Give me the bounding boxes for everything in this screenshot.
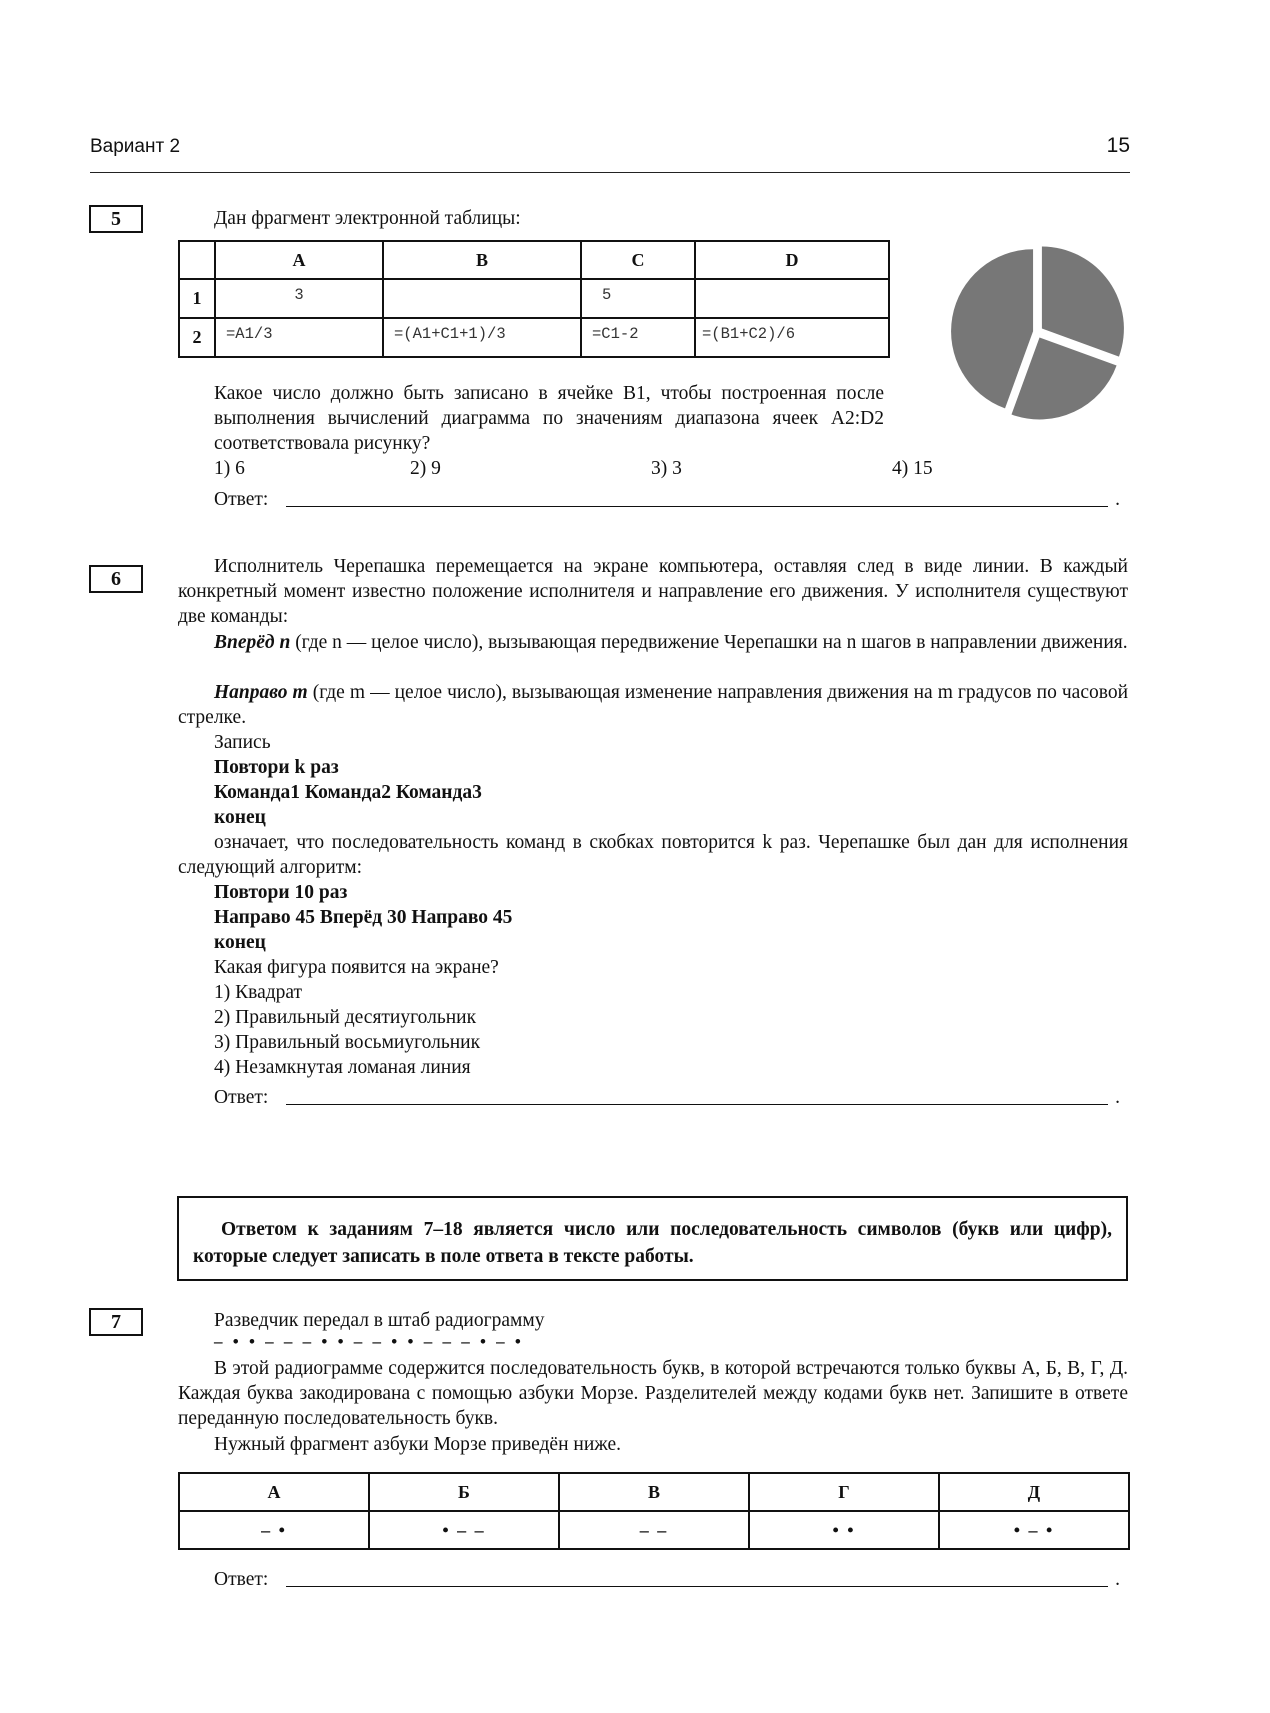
q5-option-2: 2) 9 <box>410 458 441 479</box>
q6-answer-field[interactable] <box>214 1085 1120 1110</box>
answer-label: Ответ: <box>214 1569 269 1590</box>
q7-message: – • • – – – • • – – • • – – – • – • <box>214 1332 524 1351</box>
morse-code: – – <box>559 1511 749 1549</box>
q5-intro: Дан фрагмент электронной таблицы: <box>214 208 521 229</box>
q7-answer-field[interactable] <box>214 1567 1120 1592</box>
row-header: 1 <box>179 279 215 318</box>
morse-code: • • <box>749 1511 939 1549</box>
pie-chart <box>945 240 1130 425</box>
pie-slice <box>951 249 1033 408</box>
q5-option-3: 3) 3 <box>651 458 682 479</box>
cell-a1: 3 <box>215 279 383 318</box>
q5-option-4: 4) 15 <box>892 458 933 479</box>
morse-letter: Г <box>749 1473 939 1511</box>
morse-letter: Д <box>939 1473 1129 1511</box>
morse-table <box>178 1472 1130 1550</box>
spreadsheet-table <box>178 240 890 358</box>
q7-intro: Разведчик передал в штаб радиограмму <box>214 1310 545 1331</box>
morse-letter: Б <box>369 1473 559 1511</box>
q7-text: В этой радиограмме содержится последовательность букв, в которой встречаются только буквы А, Б, В, Г, Д. Каждая буква закодирована с помощью азбуки Морзе. Разделителей между кодами букв нет. Запишите в ответе переданную последовательность букв. <box>178 1358 1128 1429</box>
answer-label: Ответ: <box>214 1087 269 1108</box>
morse-code: – • <box>179 1511 369 1549</box>
morse-code: • – – <box>369 1511 559 1549</box>
cell-c1: 5 <box>581 279 695 318</box>
morse-letter: А <box>179 1473 369 1511</box>
answer-underline <box>286 1104 1108 1105</box>
morse-letter: В <box>559 1473 749 1511</box>
cmd-right-name: Направо m <box>214 682 308 703</box>
q6-commands-line: Команда1 Команда2 Команда3 <box>214 782 482 803</box>
q6-algo-end: конец <box>214 932 266 953</box>
row-header: 2 <box>179 318 215 357</box>
cell-b1 <box>383 279 581 318</box>
answer-label: Ответ: <box>214 489 269 510</box>
q6-means: означает, что последовательность команд в скобках повторится k раз. Черепашке был дан для исполнения следующий алгоритм: <box>178 832 1128 878</box>
q6-question: Какая фигура появится на экране? <box>214 957 499 978</box>
instruction-text: Ответом к заданиям 7–18 является число или последовательность символов (букв или цифр), которые следует записать в поле ответа в тексте работы. <box>193 1219 1112 1267</box>
col-header: C <box>581 241 695 279</box>
q6-repeat-k: Повтори k раз <box>214 757 339 778</box>
corner-cell <box>179 241 215 279</box>
question-number-6: 6 <box>89 565 143 593</box>
q6-command-forward <box>178 630 1128 655</box>
cell-d1 <box>695 279 889 318</box>
morse-code: • – • <box>939 1511 1129 1549</box>
q6-end-word: конец <box>214 807 266 828</box>
answer-period: . <box>1115 1569 1120 1590</box>
q5-answer-field[interactable] <box>214 487 1120 512</box>
cmd-right-desc: (где m — целое число), вызывающая изменение направления движения на m градусов по часовой стрелке. <box>178 682 1129 728</box>
q6-record-label: Запись <box>214 732 271 753</box>
q6-option-2: 2) Правильный десятиугольник <box>214 1007 477 1028</box>
col-header: D <box>695 241 889 279</box>
page-number: 15 <box>1106 134 1130 157</box>
q6-command-right <box>178 680 1128 730</box>
q6-algo-body: Направо 45 Вперёд 30 Направо 45 <box>214 907 513 928</box>
cmd-forward-desc: (где n — целое число), вызывающая передвижение Черепашки на n шагов в направлении движения. <box>290 632 1128 653</box>
question-number-5: 5 <box>89 205 143 233</box>
cell-a2: =A1/3 <box>215 318 383 357</box>
page-header <box>90 132 1130 173</box>
q5-question: Какое число должно быть записано в ячейке B1, чтобы построенная после выполнения вычислений диаграмма по значениям диапазона ячеек A2:D2 соответствовала рисунку? <box>214 383 884 454</box>
instruction-box <box>177 1196 1128 1281</box>
q6-algo-repeat: Повтори 10 раз <box>214 882 348 903</box>
cell-d2: =(B1+C2)/6 <box>695 318 889 357</box>
answer-period: . <box>1115 489 1120 510</box>
col-header: B <box>383 241 581 279</box>
q6-option-1: 1) Квадрат <box>214 982 303 1003</box>
question-number-7: 7 <box>89 1308 143 1336</box>
answer-underline <box>286 506 1108 507</box>
q6-option-3: 3) Правильный восьмиугольник <box>214 1032 481 1053</box>
pie-slice <box>1042 247 1124 357</box>
cell-c2: =C1-2 <box>581 318 695 357</box>
q7-fragment-intro: Нужный фрагмент азбуки Морзе приведён ниже. <box>214 1434 622 1455</box>
answer-underline <box>286 1586 1108 1587</box>
cmd-forward-name: Вперёд n <box>214 632 291 653</box>
q6-option-4: 4) Незамкнутая ломаная линия <box>214 1057 471 1078</box>
q6-intro: Исполнитель Черепашка перемещается на экране компьютера, оставляя след в виде линии. В каждый конкретный момент известно положение исполнителя и направление его движения. У исполнителя существуют две команды: <box>178 556 1128 627</box>
cell-b2: =(A1+C1+1)/3 <box>383 318 581 357</box>
col-header: A <box>215 241 383 279</box>
answer-period: . <box>1115 1087 1120 1108</box>
variant-label: Вариант 2 <box>90 136 181 157</box>
q5-option-1: 1) 6 <box>214 458 245 479</box>
